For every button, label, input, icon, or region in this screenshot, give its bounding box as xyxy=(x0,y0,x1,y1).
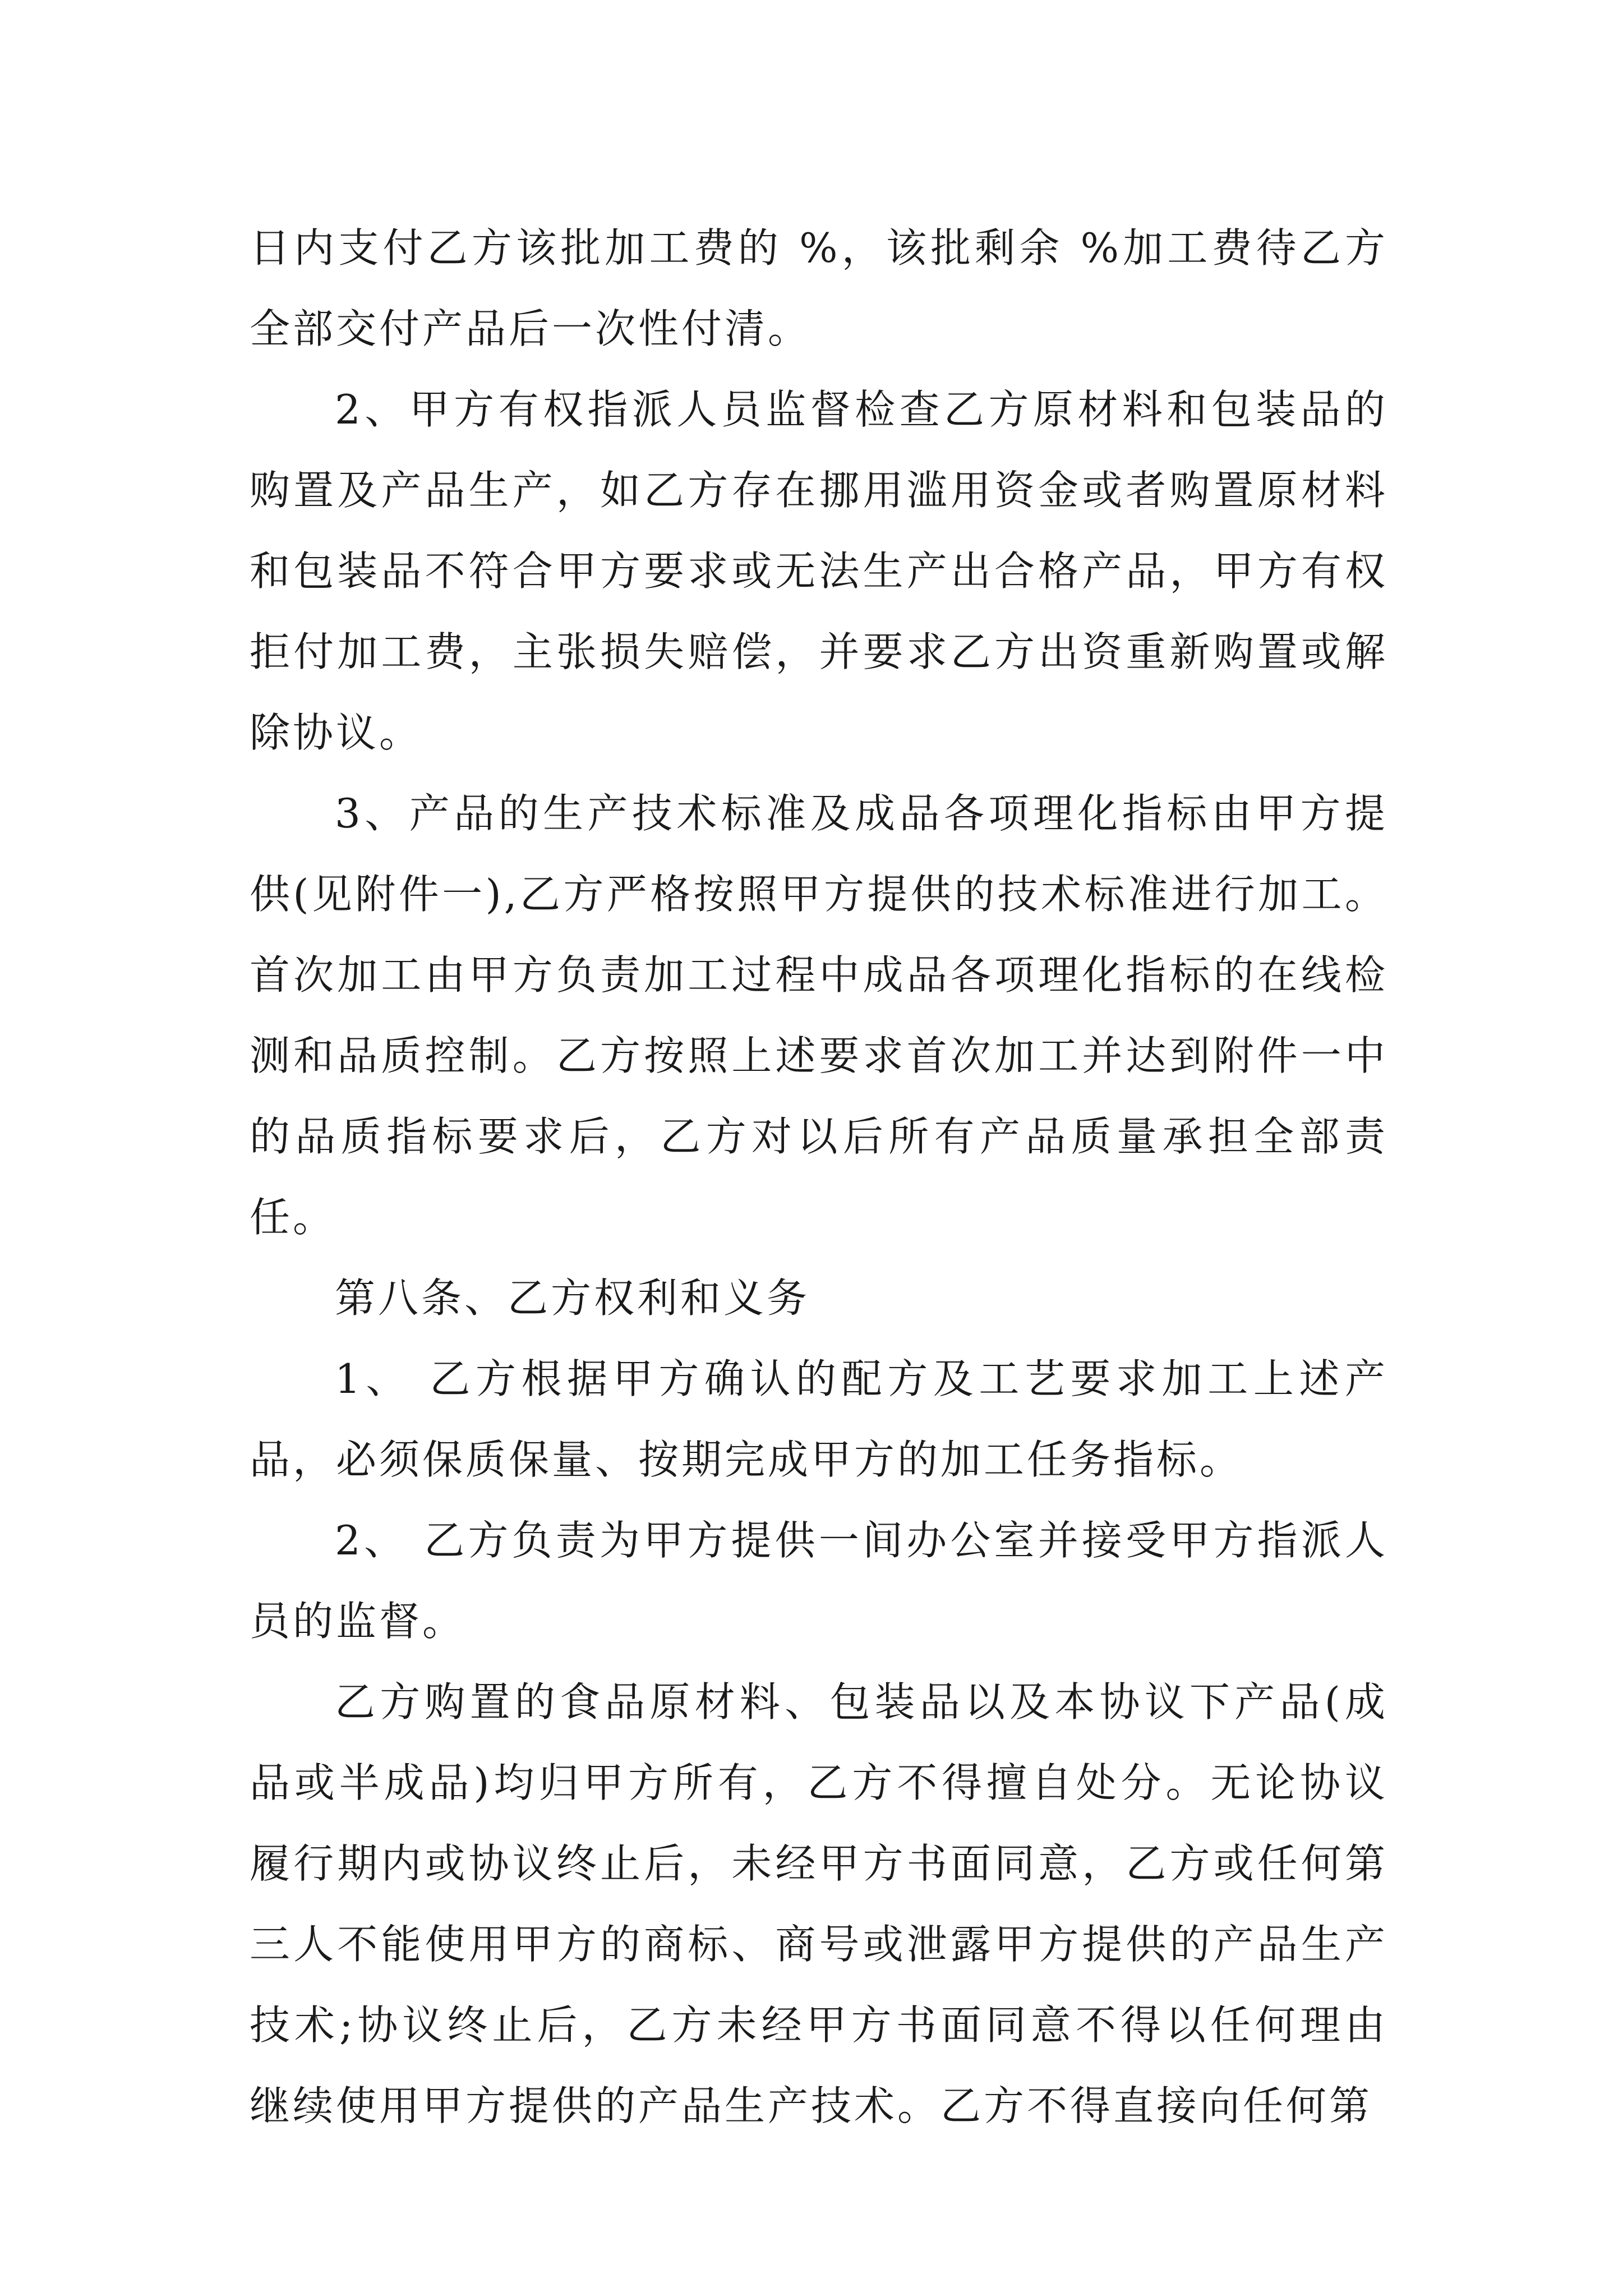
paragraph-ownership: 乙方购置的食品原材料、包装品以及本协议下产品(成品或半成品)均归甲方所有，乙方不得擅自处分。无论协议履行期内或协议终止后，未经甲方书面同意，乙方或任何第三人不能使用甲方的商标、商号或泄露甲方提供的产品生产技术;协议终止后，乙方未经甲方书面同意不得以任何理由继续使用甲方提供的产品生产技术。乙方不得直接向任何第 xyxy=(250,1678,1388,2129)
paragraph-clause-7-2: 2、甲方有权指派人员监督检查乙方原材料和包装品的购置及产品生产，如乙方存在挪用滥用资金或者购置原材料和包装品不符合甲方要求或无法生产出合格产品，甲方有权拒付加工费，主张损失赔偿，并要求乙方出资重新购置或解除协议。 xyxy=(250,386,1388,756)
document-body xyxy=(250,208,1388,2146)
article-8-heading: 第八条、乙方权利和义务 xyxy=(335,1274,810,1322)
paragraph-clause-8-1: 1、 乙方根据甲方确认的配方及工艺要求加工上述产品，必须保质保量、按期完成甲方的加工任务指标。 xyxy=(250,1355,1388,1483)
paragraph-clause-8-2: 2、 乙方负责为甲方提供一间办公室并接受甲方指派人员的监督。 xyxy=(250,1517,1388,1645)
paragraph-payment-continuation: 日内支付乙方该批加工费的 %，该批剩余 %加工费待乙方全部交付产品后一次性付清。 xyxy=(250,224,1388,352)
paragraph-clause-7-3: 3、产品的生产技术标准及成品各项理化指标由甲方提供(见附件一),乙方严格按照甲方提供的技术标准进行加工。首次加工由甲方负责加工过程中成品各项理化指标的在线检测和品质控制。乙方按照上述要求首次加工并达到附件一中的品质指标要求后，乙方对以后所有产品质量承担全部责任。 xyxy=(250,790,1388,1241)
